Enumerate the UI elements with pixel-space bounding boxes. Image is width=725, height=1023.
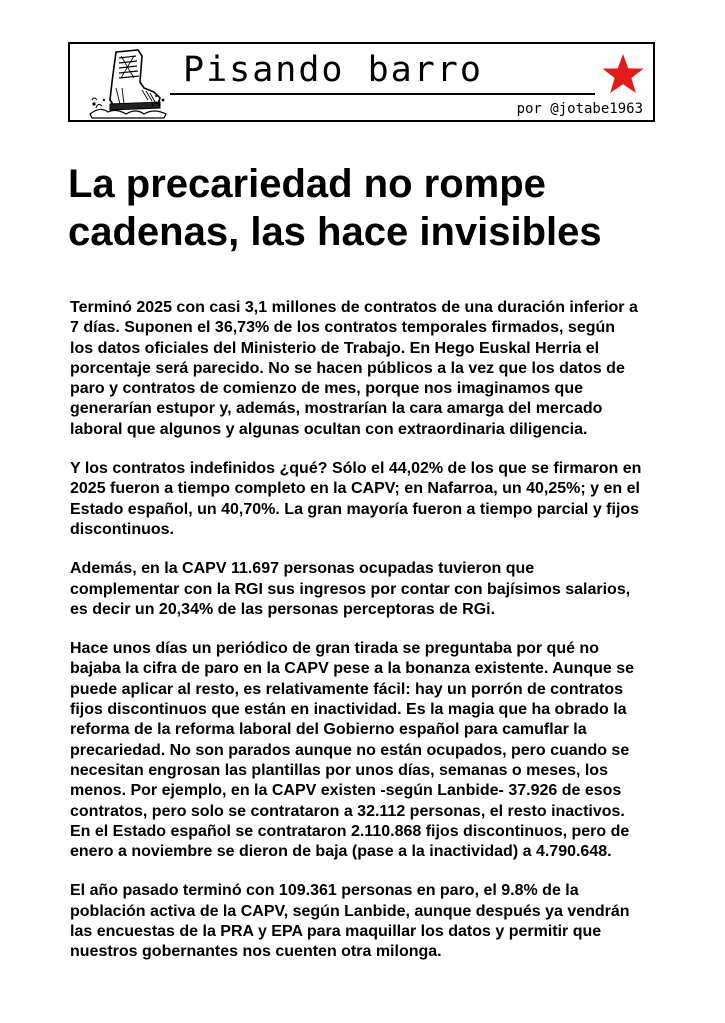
text-line: complementar con la RGI sus ingresos por contar con bajísimos salarios, <box>70 580 631 598</box>
text-line: porcentaje será parecido. No se hacen públicos a la vez que los datos de <box>70 359 625 377</box>
paragraph <box>70 459 660 540</box>
paragraph <box>70 639 660 862</box>
text-line: menos. Por ejemplo, en la CAPV existen -según Lanbide- 37.926 de esos <box>70 782 622 800</box>
byline: por @jotabe1963 <box>516 101 643 117</box>
text-line: 2025 fueron a tiempo completo en la CAPV; en Nafarroa, un 40,25%; y en el <box>70 480 640 498</box>
masthead <box>68 42 655 122</box>
text-line: población activa de la CAPV, según Lanbide, aunque después ya vendrán <box>70 902 630 920</box>
text-line: bajaba la cifra de paro en la CAPV pese a la bonanza existente. Aunque se <box>70 660 635 678</box>
text-line: enero a noviembre se dieron de baja (pase a la inactividad) a 4.790.648. <box>70 843 612 861</box>
text-line: Además, en la CAPV 11.697 personas ocupadas tuvieron que <box>70 560 535 578</box>
paragraph <box>70 881 660 962</box>
brand-underline <box>170 93 595 95</box>
text-line: En el Estado español se contrataron 2.110.868 fijos discontinuos, pero de <box>70 822 630 840</box>
article-body <box>70 298 660 982</box>
paragraph <box>70 298 660 440</box>
text-line: Y los contratos indefinidos ¿qué? Sólo el 44,02% de los que se firmaron en <box>70 460 642 478</box>
text-line: precariedad. No son parados aunque no están ocupados, pero cuando se <box>70 741 630 759</box>
muddy-boot-icon <box>86 48 168 120</box>
text-line: reforma de la reforma laboral del Gobierno español para camuflar la <box>70 721 587 739</box>
text-line: necesitan engrosan las plantillas por unos días, semanas o meses, los <box>70 761 608 779</box>
text-line: 7 días. Suponen el 36,73% de los contratos temporales firmados, según <box>70 319 616 337</box>
text-line: El año pasado terminó con 109.361 personas en paro, el 9.8% de la <box>70 882 579 900</box>
text-line: los datos oficiales del Ministerio de Trabajo. En Hego Euskal Herria el <box>70 339 600 357</box>
red-star-icon <box>601 53 645 95</box>
text-line: paro y contratos de comienzo de mes, porque nos imaginamos que <box>70 380 583 398</box>
text-line: discontinuos. <box>70 520 174 538</box>
article-headline: La precariedad no rompe cadenas, las hace invisibles <box>68 162 602 254</box>
text-line: nuestros gobernantes nos cuenten otra milonga. <box>70 943 442 961</box>
text-line: fijos discontinuos que están en inactividad. Es la magia que ha obrado la <box>70 701 627 719</box>
text-line: generarían estupor y, además, mostrarían la cara amarga del mercado <box>70 400 603 418</box>
text-line: laboral que algunos y algunas ocultan con extraordinaria diligencia. <box>70 420 588 438</box>
text-line: Hace unos días un periódico de gran tirada se preguntaba por qué no <box>70 640 599 658</box>
paragraph <box>70 559 660 620</box>
brand-title: Pisando barro <box>183 50 483 90</box>
text-line: Terminó 2025 con casi 3,1 millones de contratos de una duración inferior a <box>70 299 638 316</box>
text-line: Estado español, un 40,70%. La gran mayoría fueron a tiempo parcial y fijos <box>70 500 640 518</box>
text-line: las encuestas de la PRA y EPA para maquillar los datos y permitir que <box>70 923 602 941</box>
text-line: puede aplicar al resto, es relativamente fácil: hay un porrón de contratos <box>70 680 624 698</box>
text-line: contratos, pero solo se contrataron a 32.112 personas, el resto inactivos. <box>70 802 625 820</box>
text-line: es decir un 20,34% de las personas perceptoras de RGi. <box>70 600 496 618</box>
